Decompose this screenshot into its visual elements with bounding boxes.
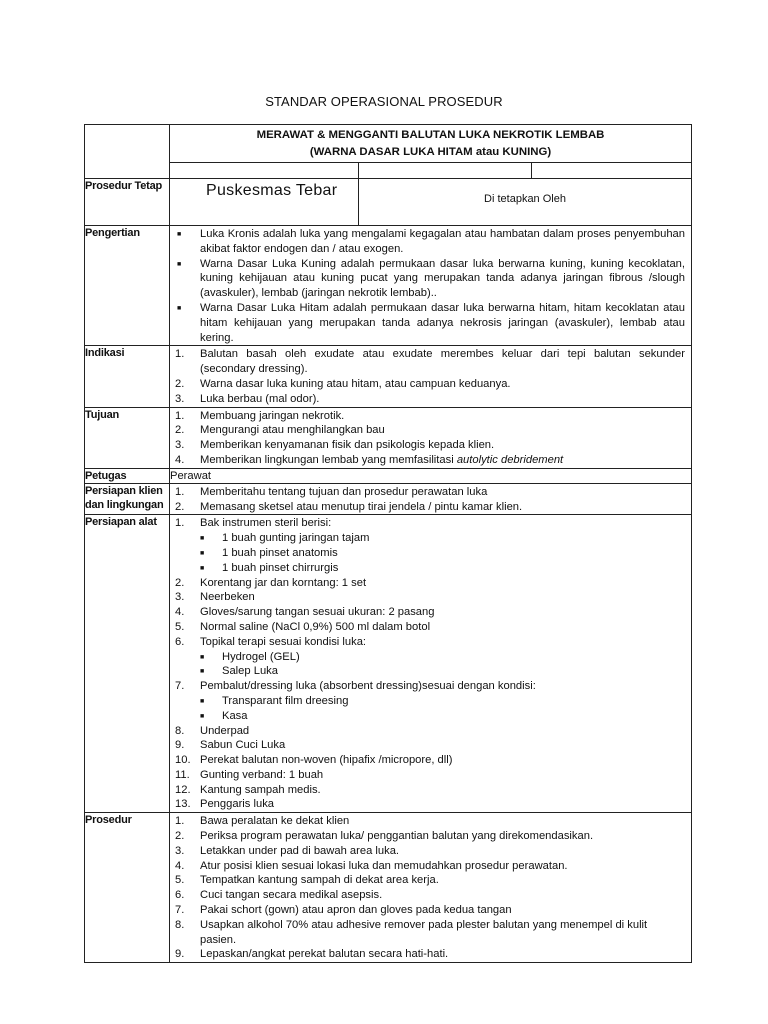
list-item: 6. Topikal terapi sesuai kondisi luka:: [175, 635, 367, 648]
bullet-icon: ■: [200, 564, 205, 572]
list-item: 8. Usapkan alkohol 70% atau adhesive remover pada plester balutan yang menempel di kulit pasien.: [175, 918, 648, 946]
prosedur-tetap-cell: [170, 179, 692, 226]
label-indikasi: Indikasi: [85, 346, 170, 407]
list-item: 3. Memberikan kenyamanan fisik dan psikologis kepada klien.: [175, 439, 495, 452]
heading-line-1: MERAWAT & MENGGANTI BALUTAN LUKA NEKROTIK LEMBAB: [256, 129, 605, 141]
persiapan-alat-list: [170, 516, 691, 531]
document-title: STANDAR OPERASIONAL PROSEDUR: [265, 94, 503, 109]
list-item: 4. Atur posisi klien sesuai lokasi luka dan memudahkan prosedur perawatan.: [175, 859, 568, 872]
persiapan-klien-cell: [170, 483, 692, 515]
label-persiapan-klien: Persiapan klien dan lingkungan: [85, 483, 170, 515]
pengertian-cell: [170, 226, 692, 346]
indikasi-cell: [170, 346, 692, 407]
bullet-icon: ■: [177, 260, 182, 268]
tujuan-list: [170, 409, 691, 468]
tujuan-cell: [170, 407, 692, 468]
header-subgrid: [170, 162, 691, 178]
persiapan-klien-list: [170, 485, 691, 515]
list-item: ■ 1 buah gunting jaringan tajam: [170, 531, 691, 546]
bullet-icon: ■: [200, 535, 205, 543]
list-item: 6. Cuci tangan secara medikal asepsis.: [175, 889, 383, 902]
label-petugas: Petugas: [85, 468, 170, 483]
list-item: 9. Lepaskan/angkat perekat balutan secara hati-hati.: [175, 948, 449, 961]
list-item: ■ Warna Dasar Luka Kuning adalah permukaan dasar luka berwarna kuning, kuning kecoklatan, kuning kehijauan atau kuning pucat yang merupakan tanda adanya jaringan fibrous /slough (avaskuler), lembab (jaringan nekrotik lembab)..: [177, 257, 685, 300]
label-prosedur-tetap: Prosedur Tetap: [85, 179, 170, 226]
list-item: 1. Bawa peralatan ke dekat klien: [175, 815, 350, 828]
label-prosedur: Prosedur: [85, 813, 170, 963]
alat-sublist-7: [170, 694, 691, 724]
label-tujuan: Tujuan: [85, 407, 170, 468]
row-pengertian: [85, 226, 692, 346]
list-item: 1. Bak instrumen steril berisi:: [175, 517, 332, 530]
list-item: 5. Normal saline (NaCl 0,9%) 500 ml dalam botol: [175, 620, 431, 633]
list-item: 8. Underpad: [175, 724, 250, 737]
list-item: 4. Gloves/sarung tangan sesuai ukuran: 2 pasang: [175, 606, 435, 619]
heading-line-2: (WARNA DASAR LUKA HITAM atau KUNING): [309, 146, 552, 158]
bullet-icon: ■: [200, 712, 205, 720]
row-prosedur-tetap: [85, 179, 692, 226]
row-persiapan-alat: [85, 515, 692, 813]
list-item: 4. Memberikan lingkungan lembab yang memfasilitasi autolytic debridement: [175, 453, 564, 466]
prosedur-cell: [170, 813, 692, 963]
bullet-icon: ■: [200, 549, 205, 557]
prosedur-list: [170, 814, 691, 962]
list-item: 2. Periksa program perawatan luka/ penggantian balutan yang direkomendasikan.: [175, 830, 594, 843]
alat-sublist-6: [170, 650, 691, 680]
list-item: 9. Sabun Cuci Luka: [175, 739, 286, 752]
row-petugas: [85, 468, 692, 483]
list-item: 3. Luka berbau (mal odor).: [175, 392, 320, 405]
list-item: 7. Pembalut/dressing luka (absorbent dressing)sesuai dengan kondisi:: [175, 680, 536, 693]
bullet-icon: ■: [177, 304, 182, 312]
list-item: ■ 1 buah pinset chirrurgis: [170, 561, 691, 576]
list-item: 5. Tempatkan kantung sampah di dekat area kerja.: [175, 874, 439, 887]
petugas-value: Perawat: [170, 468, 692, 483]
header-row: [85, 125, 692, 179]
list-item: ■ Luka Kronis adalah luka yang mengalami kegagalan atau hambatan dalam proses penyembuhan akibat faktor endogen dan / atau exogen.: [177, 228, 685, 255]
bullet-icon: ■: [200, 653, 205, 661]
list-item: 12. Kantung sampah medis.: [175, 783, 321, 796]
list-item: 1. Balutan basah oleh exudate atau exudate merembes keluar dari tepi balutan sekunder (secondary dressing).: [175, 348, 685, 376]
header-empty-cell: [85, 125, 170, 179]
bullet-icon: ■: [177, 231, 182, 238]
sop-table: [84, 124, 692, 963]
list-item: 3. Neerbeken: [175, 591, 255, 604]
bullet-icon: ■: [200, 668, 205, 676]
label-persiapan-alat: Persiapan alat: [85, 515, 170, 813]
list-item: 2. Warna dasar luka kuning atau hitam, atau campuan keduanya.: [175, 377, 511, 390]
list-item: 7. Pakai schort (gown) atau apron dan gloves pada kedua tangan: [175, 904, 512, 917]
institution-name: Puskesmas Tebar: [170, 179, 359, 225]
approved-by: Di tetapkan Oleh: [484, 193, 566, 205]
label-pengertian: Pengertian: [85, 226, 170, 346]
list-item: ■ 1 buah pinset anatomis: [170, 546, 691, 561]
row-persiapan-klien: [85, 483, 692, 515]
pengertian-list: [170, 227, 691, 345]
row-prosedur: [85, 813, 692, 963]
row-indikasi: [85, 346, 692, 407]
list-item: 10. Perekat balutan non-woven (hipafix /micropore, dll): [175, 754, 453, 767]
list-item: 2. Memasang sketsel atau menutup tirai jendela / pintu kamar klien.: [175, 500, 523, 513]
header-cell: [170, 125, 692, 179]
list-item: ■ Salep Luka: [170, 664, 691, 679]
persiapan-alat-cell: [170, 515, 692, 813]
italic-term: autolytic debridement: [456, 453, 564, 466]
list-item: 1. Memberitahu tentang tujuan dan prosedur perawatan luka: [175, 485, 488, 498]
list-item: 13. Penggaris luka: [175, 798, 275, 811]
list-item: ■ Warna Dasar Luka Hitam adalah permukaan dasar luka berwarna hitam, hitam kecoklatan atau hitam kehijauan yang merupakan tanda adanya nekrosis jaringan (avaskuler), lembab atau kering.: [177, 301, 685, 344]
indikasi-list: [170, 347, 691, 406]
list-item: 2. Korentang jar dan korntang: 1 set: [175, 576, 367, 589]
list-item: 2. Mengurangi atau menghilangkan bau: [175, 424, 385, 437]
bullet-icon: ■: [200, 697, 205, 705]
alat-sublist-1: [170, 531, 691, 575]
row-tujuan: [85, 407, 692, 468]
list-item: ■ Hydrogel (GEL): [170, 650, 691, 665]
list-item: 1. Membuang jaringan nekrotik.: [175, 409, 345, 422]
list-item: ■ Transparant film dreesing: [170, 694, 691, 709]
list-item: 3. Letakkan under pad di bawah area luka.: [175, 844, 400, 857]
list-item: 11. Gunting verband: 1 buah: [175, 768, 324, 781]
list-item: ■ Kasa: [170, 709, 691, 724]
